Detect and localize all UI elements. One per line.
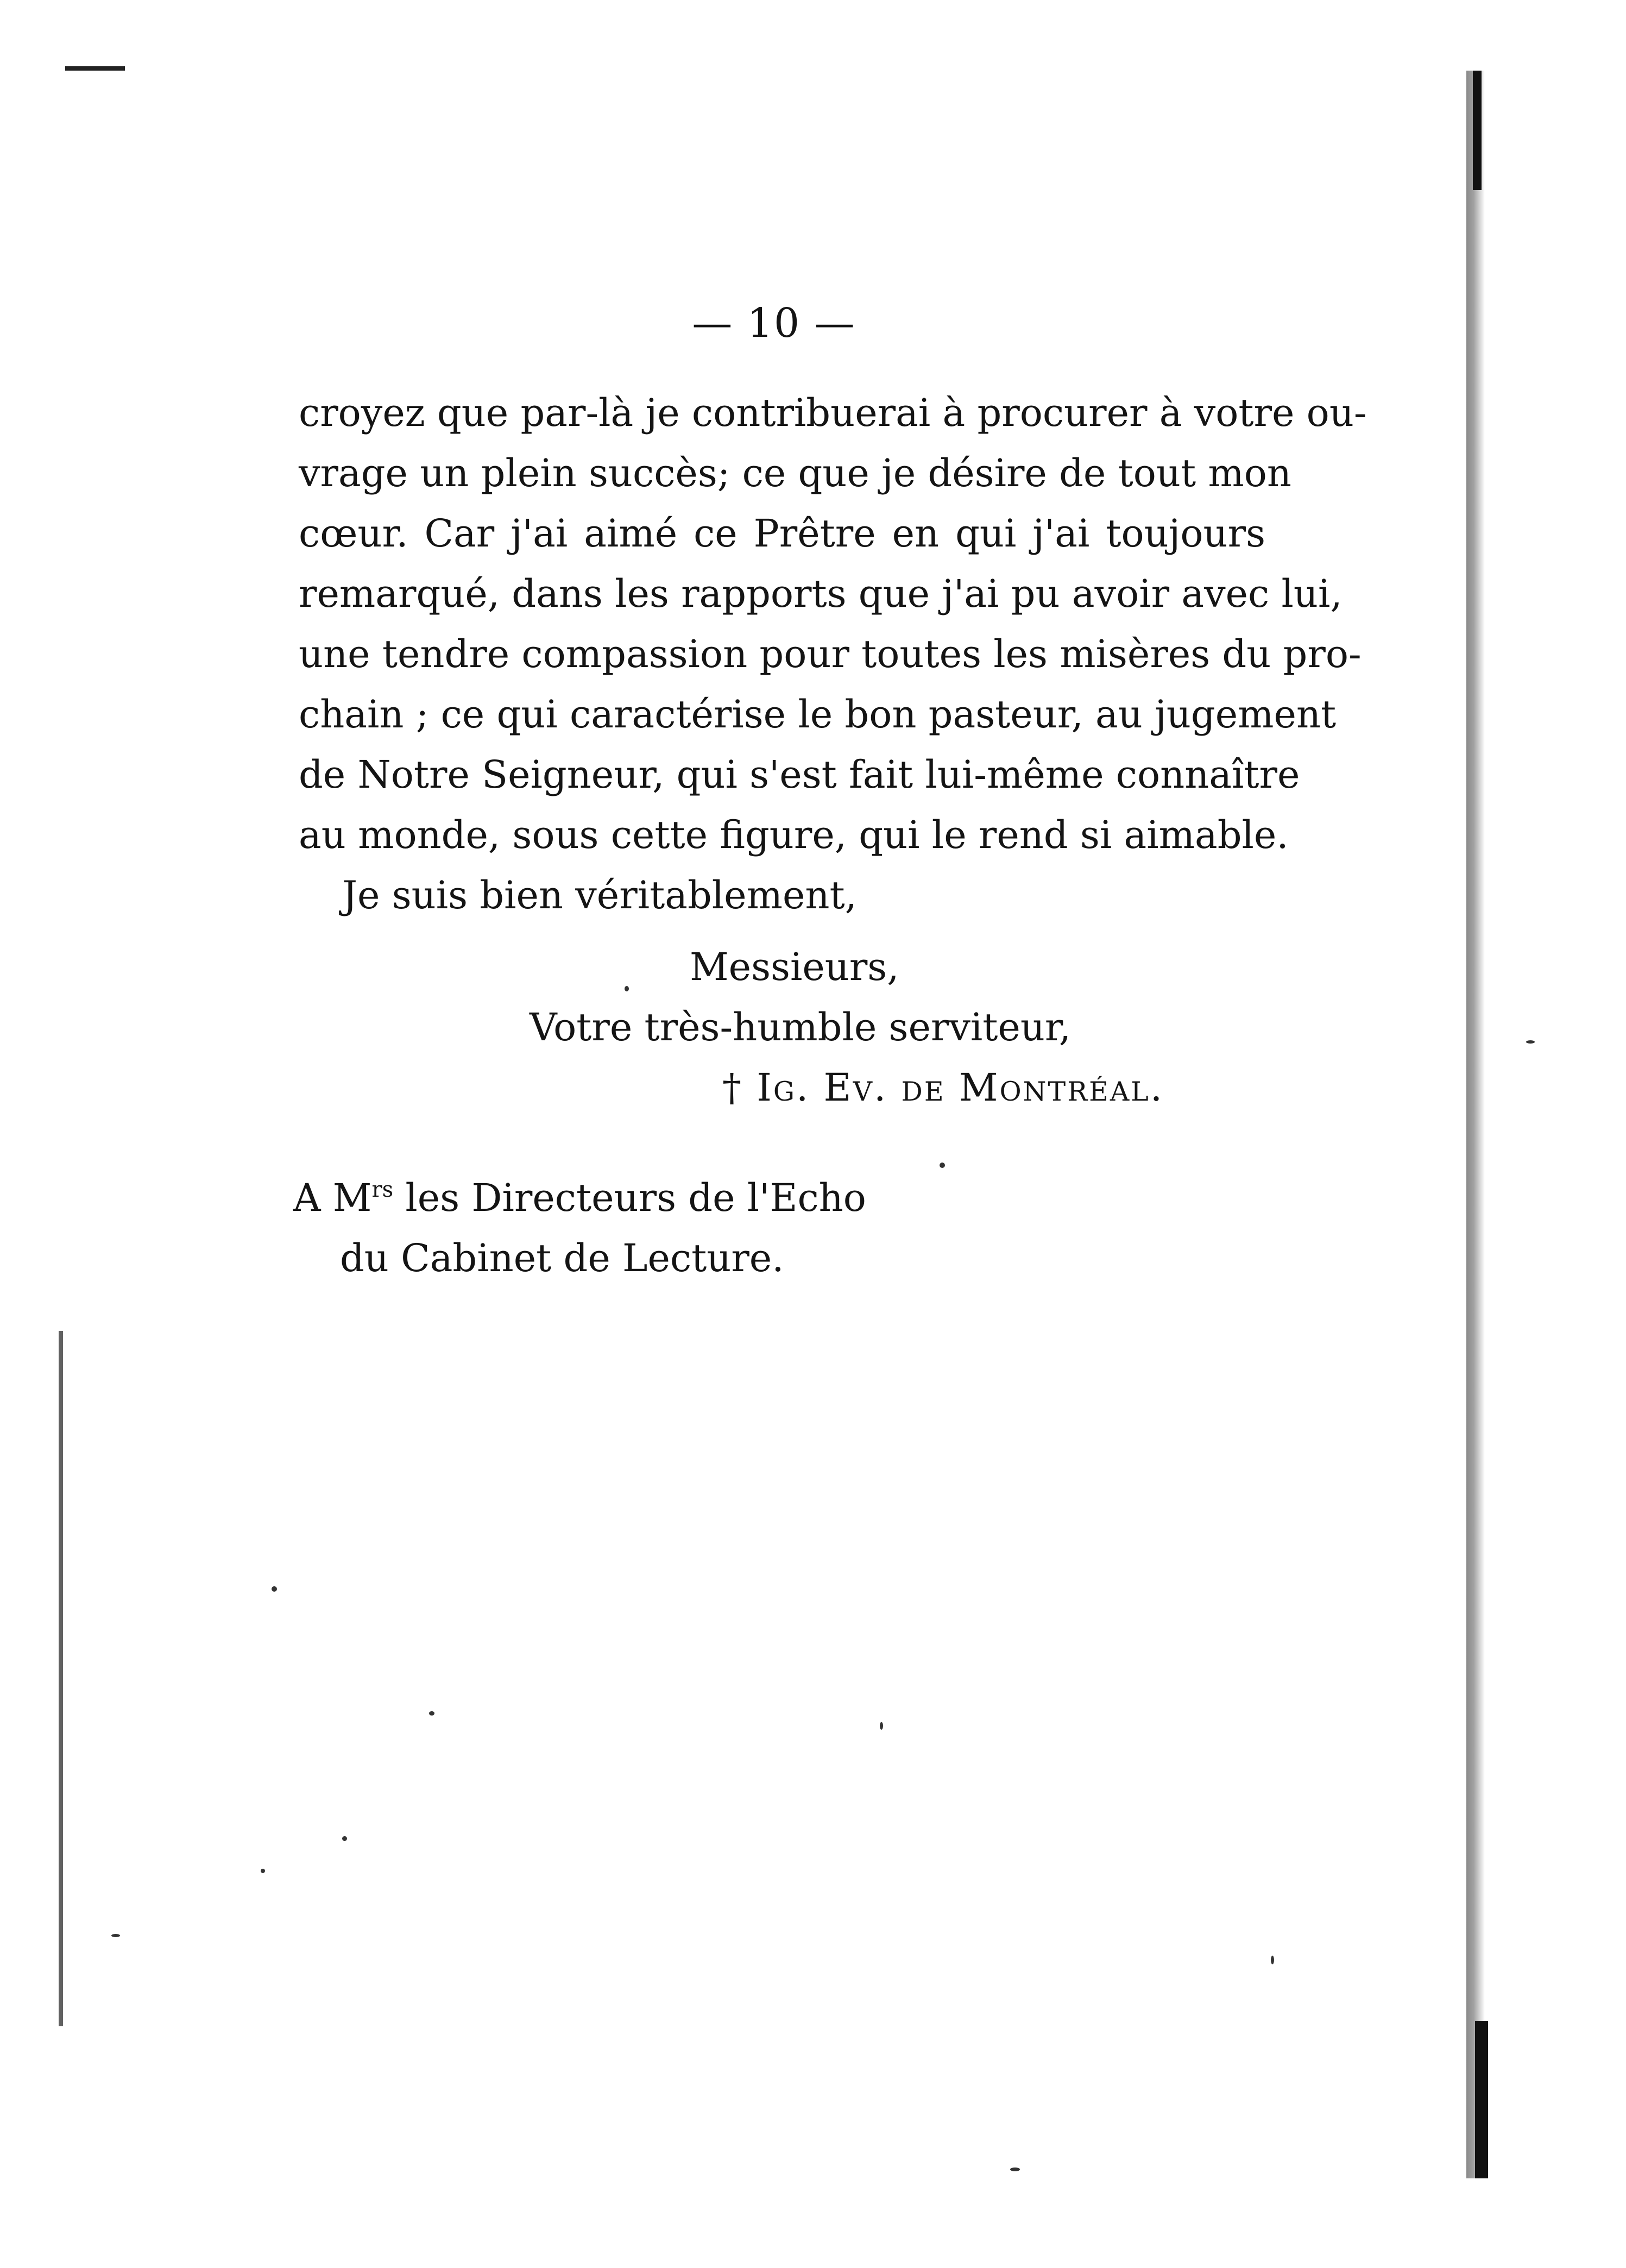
page-number: — 10 — bbox=[692, 300, 856, 347]
closing-formula: Votre très-humble serviteur, bbox=[530, 1005, 1071, 1050]
body-line: chain ; ce qui caractérise le bon pasteur, au jugement bbox=[299, 692, 1337, 737]
scan-speck bbox=[261, 1869, 265, 1873]
scan-speck bbox=[625, 986, 629, 991]
body-line: cœur. Car j'ai aimé ce Prêtre en qui j'ai toujours bbox=[299, 511, 1265, 556]
superscript: rs bbox=[371, 1177, 394, 1202]
body-line: croyez que par-là je contribuerai à procurer à votre ou- bbox=[299, 391, 1367, 435]
scan-speck bbox=[429, 1711, 434, 1716]
scan-speck bbox=[1526, 1040, 1535, 1044]
address-line-1: A $M^{rs}$ les Directeurs de l'Echo bbox=[293, 1176, 866, 1220]
scan-speck bbox=[1271, 1956, 1274, 1964]
binding-edge-top bbox=[1473, 71, 1482, 190]
letter-address bbox=[293, 1168, 866, 1289]
scan-speck bbox=[272, 1586, 277, 1592]
signature: † Ig. Ev. de Montréal. bbox=[722, 1065, 1164, 1110]
scan-speck bbox=[1010, 2168, 1020, 2171]
scan-speck bbox=[940, 1163, 945, 1168]
body-line: une tendre compassion pour toutes les misères du pro- bbox=[299, 632, 1362, 676]
body-line: de Notre Seigneur, qui s'est fait lui-même connaître bbox=[299, 752, 1300, 797]
binding-edge-bottom bbox=[1475, 2021, 1488, 2178]
address-line-2: du Cabinet de Lecture. bbox=[340, 1236, 784, 1280]
body-line: remarqué, dans les rapports que j'ai pu avoir avec lui, bbox=[299, 571, 1343, 616]
body-line: Je suis bien véritablement, bbox=[342, 873, 857, 918]
scan-speck bbox=[111, 1934, 120, 1937]
scan-speck bbox=[880, 1722, 883, 1730]
binding-shadow-right bbox=[1466, 71, 1485, 2178]
salutation: Messieurs, bbox=[690, 945, 899, 989]
body-line: au monde, sous cette figure, qui le rend si aimable. bbox=[299, 813, 1289, 857]
scan-edge-mark bbox=[65, 66, 125, 71]
letter-body bbox=[299, 383, 1367, 926]
binding-shadow-left bbox=[59, 1331, 63, 2026]
scan-speck bbox=[342, 1836, 347, 1841]
body-line: vrage un plein succès; ce que je désire de tout mon bbox=[299, 451, 1291, 495]
